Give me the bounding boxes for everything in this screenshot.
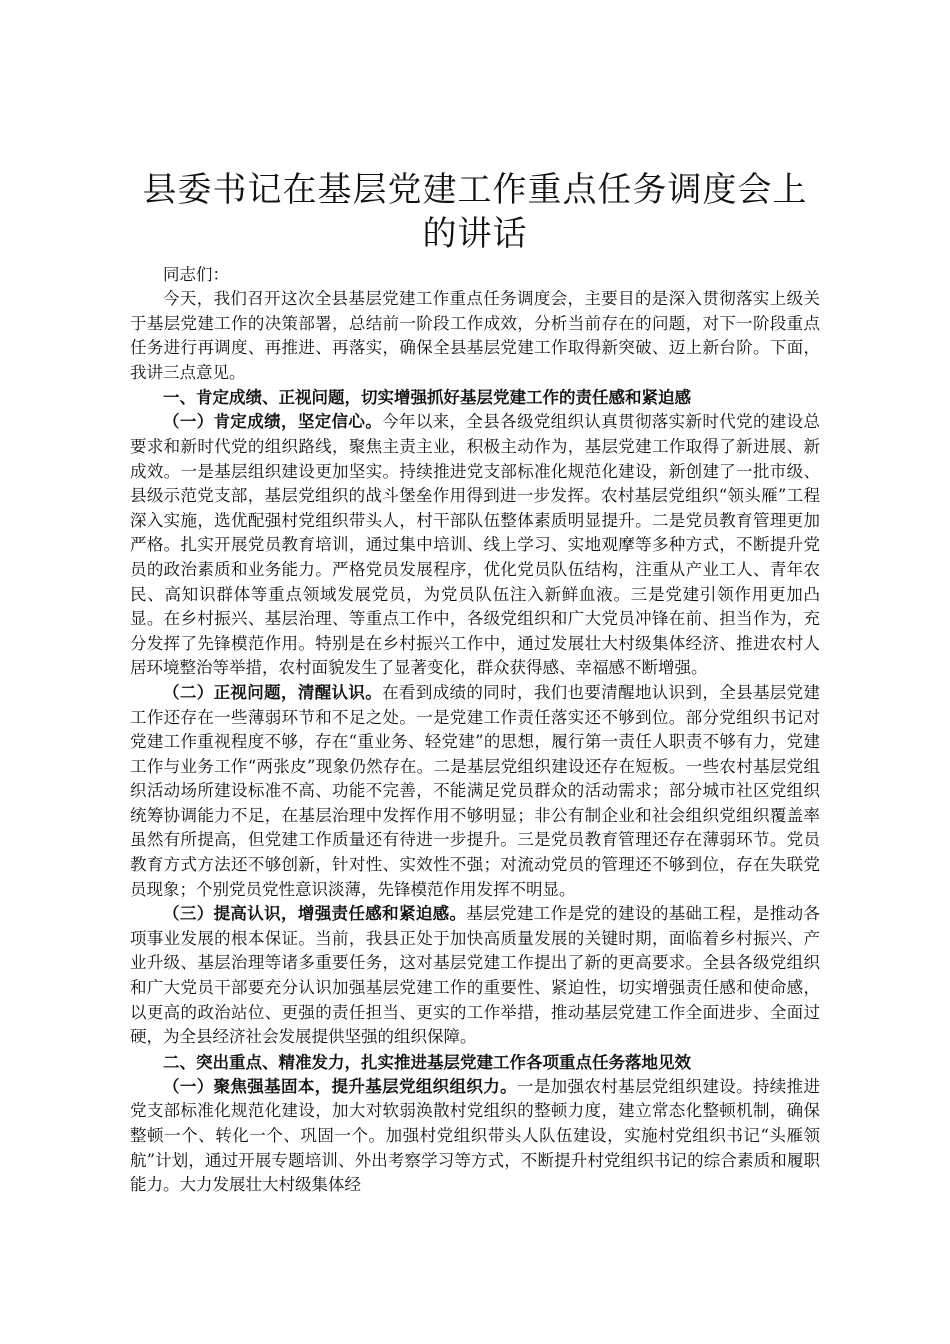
paragraph-lead: （一）聚焦强基固本，提升基层党组织组织力。	[163, 1076, 517, 1096]
paragraph-lead: （一）肯定成绩，坚定信心。	[163, 412, 383, 432]
document-page	[130, 168, 820, 1198]
paragraph-body: 基层党建工作是党的建设的基础工程，是推动各项事业发展的根本保证。当前，我县正处于加快高质量发展的关键时期，面临着乡村振兴、产业升级、基层治理等诸多重要任务，这对基层党建工作提出了新的更高要求。全县各级党组织和广大党员干部要充分认识加强基层党建工作的重要性、紧迫性，切实增强责任感和使命感，以更高的政治站位、更强的责任担当、更实的工作举措，推动基层党建工作全面进步、全面过硬，为全县经济社会发展提供坚强的组织保障。	[130, 904, 821, 1047]
paragraph-body: 今年以来，全县各级党组织认真贯彻落实新时代党的建设总要求和新时代党的组织路线，聚焦主责主业，积极主动作为，基层党建工作取得了新进展、新成效。一是基层组织建设更加坚实。持续推进党支部标准化规范化建设，新创建了一批市级、县级示范党支部，基层党组织的战斗堡垒作用得到进一步发挥。农村基层党组织“领头雁”工程深入实施，选优配强村党组织带头人，村干部队伍整体素质明显提升。二是党员教育管理更加严格。扎实开展党员教育培训，通过集中培训、线上学习、实地观摩等多种方式，不断提升党员的政治素质和业务能力。严格党员发展程序，优化党员队伍结构，注重从产业工人、青年农民、高知识群体等重点领域发展党员，为党员队伍注入新鲜血液。三是党建引领作用更加凸显。在乡村振兴、基层治理、等重点工作中，各级党组织和广大党员冲锋在前、担当作为，充分发挥了先锋模范作用。特别是在乡村振兴工作中，通过发展壮大村级集体经济、推进农村人居环境整治等举措，农村面貌发生了显著变化，群众获得感、幸福感不断增强。	[130, 412, 821, 678]
section-1-heading: 一、肯定成绩、正视问题，切实增强抓好基层党建工作的责任感和紧迫感	[163, 388, 691, 408]
section-1-paragraph-3	[130, 902, 820, 1050]
section-2-paragraph-1	[130, 1075, 820, 1198]
section-2-heading: 二、突出重点、精准发力，扎实推进基层党建工作各项重点任务落地见效	[163, 1052, 691, 1072]
salutation: 同志们：	[163, 265, 229, 284]
document-title: 县委书记在基层党建工作重点任务调度会上的讲话	[142, 170, 808, 254]
intro-paragraph: 今天，我们召开这次全县基层党建工作重点任务调度会，主要目的是深入贯彻落实上级关于基层党建工作的决策部署，总结前一阶段工作成效，分析当前存在的问题，对下一阶段重点任务进行再调度、再推进、再落实，确保全县基层党建工作取得新突破、迈上新台阶。下面，我讲三点意见。	[130, 289, 820, 382]
paragraph-body: 在看到成绩的同时，我们也要清醒地认识到，全县基层党建工作还存在一些薄弱环节和不足之处。一是党建工作责任落实还不够到位。部分党组织书记对党建工作重视程度不够，存在“重业务、轻党建”的思想，履行第一责任人职责不够有力，党建工作与业务工作“两张皮”现象仍然存在。二是基层党组织建设还存在短板。一些农村基层党组织活动场所建设标准不高、功能不完善，不能满足党员群众的活动需求；部分城市社区党组织统筹协调能力不足，在基层治理中发挥作用不够明显；非公有制企业和社会组织党组织覆盖率虽然有所提高，但党建工作质量还有待进一步提升。三是党员教育管理还存在薄弱环节。党员教育方式方法还不够创新，针对性、实效性不强；对流动党员的管理还不够到位，存在失联党员现象；个别党员党性意识淡薄，先锋模范作用发挥不明显。	[130, 682, 821, 899]
section-1-paragraph-2	[130, 681, 820, 902]
paragraph-lead: （三）提高认识，增强责任感和紧迫感。	[163, 904, 467, 924]
section-1-paragraph-1	[130, 410, 820, 681]
paragraph-body: 一是加强农村基层党组织建设。持续推进党支部标准化规范化建设，加大对软弱涣散村党组织的整顿力度，建立常态化整顿机制，确保整顿一个、转化一个、巩固一个。加强村党组织带头人队伍建设，实施村党组织书记“头雁领航”计划，通过开展专题培训、外出考察学习等方式，不断提升村党组织书记的综合素质和履职能力。大力发展壮大村级集体经	[130, 1076, 821, 1195]
paragraph-lead: （二）正视问题，清醒认识。	[163, 682, 383, 702]
